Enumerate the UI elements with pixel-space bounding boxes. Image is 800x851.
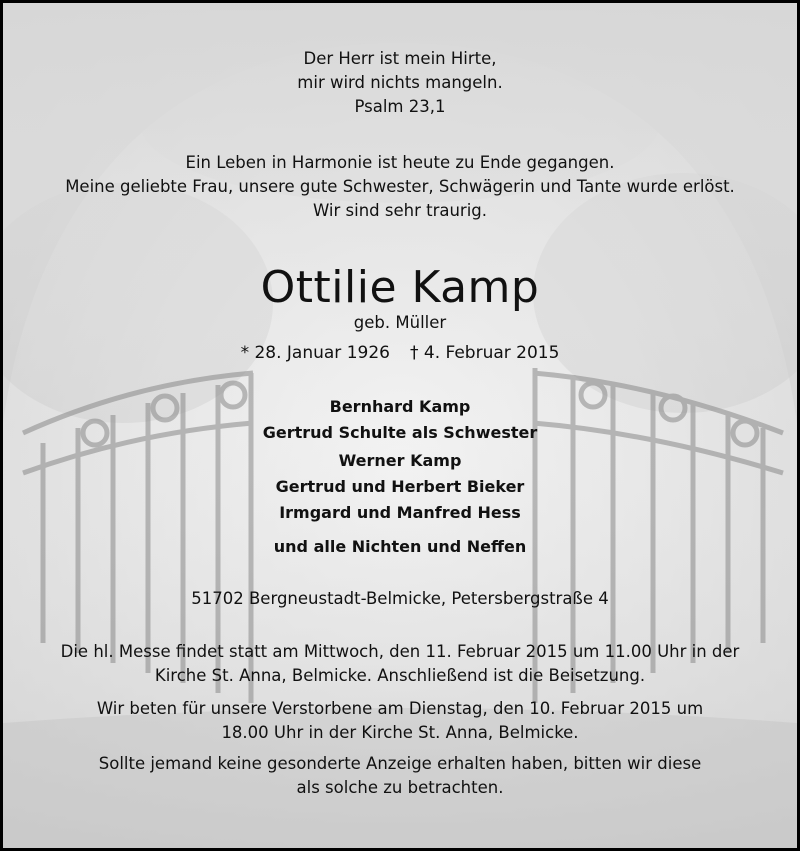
birth-date: * 28. Januar 1926 <box>240 343 390 363</box>
note-line: Sollte jemand keine gesonderte Anzeige erhalten haben, bitten wir diese <box>98 754 702 773</box>
intro-line: Wir sind sehr traurig. <box>312 201 488 220</box>
prayer-line: Wir beten für unsere Verstorbene am Dienstag, den 10. Februar 2015 um <box>96 699 704 718</box>
note-line: als solche zu betrachten. <box>296 778 504 797</box>
psalm-quote <box>3 47 797 119</box>
mourner: Gertrud und Herbert Bieker <box>275 477 525 496</box>
intro-line: Meine geliebte Frau, unsere gute Schwester, Schwägerin und Tante wurde erlöst. <box>65 177 735 196</box>
intro-text <box>3 151 797 223</box>
family-address: 51702 Bergneustadt-Belmicke, Petersbergstraße 4 <box>191 589 609 608</box>
mass-line: Die hl. Messe findet statt am Mittwoch, den 11. Februar 2015 um 11.00 Uhr in der <box>60 642 740 661</box>
intro-line: Ein Leben in Harmonie ist heute zu Ende gegangen. <box>185 153 615 172</box>
prayer-line: 18.00 Uhr in der Kirche St. Anna, Belmicke. <box>221 723 579 742</box>
mourner: Bernhard Kamp <box>329 397 471 416</box>
psalm-line: mir wird nichts mangeln. <box>297 73 503 92</box>
psalm-line: Der Herr ist mein Hirte, <box>303 49 497 68</box>
birth-name: geb. Müller <box>353 313 447 332</box>
mourner: Werner Kamp <box>338 451 462 470</box>
life-dates <box>3 341 797 365</box>
closing-note <box>3 752 797 800</box>
prayer-info <box>3 697 797 745</box>
mourner: Irmgard und Manfred Hess <box>279 503 521 522</box>
mourner: und alle Nichten und Neffen <box>273 537 527 556</box>
mourners-list <box>3 394 797 560</box>
deceased-name: Ottilie Kamp <box>260 262 540 313</box>
mourner: Gertrud Schulte als Schwester <box>262 423 538 442</box>
death-date: † 4. Februar 2015 <box>409 343 560 363</box>
psalm-reference: Psalm 23,1 <box>354 97 446 116</box>
mass-info <box>3 640 797 688</box>
mass-line: Kirche St. Anna, Belmicke. Anschließend ist die Beisetzung. <box>154 666 646 685</box>
